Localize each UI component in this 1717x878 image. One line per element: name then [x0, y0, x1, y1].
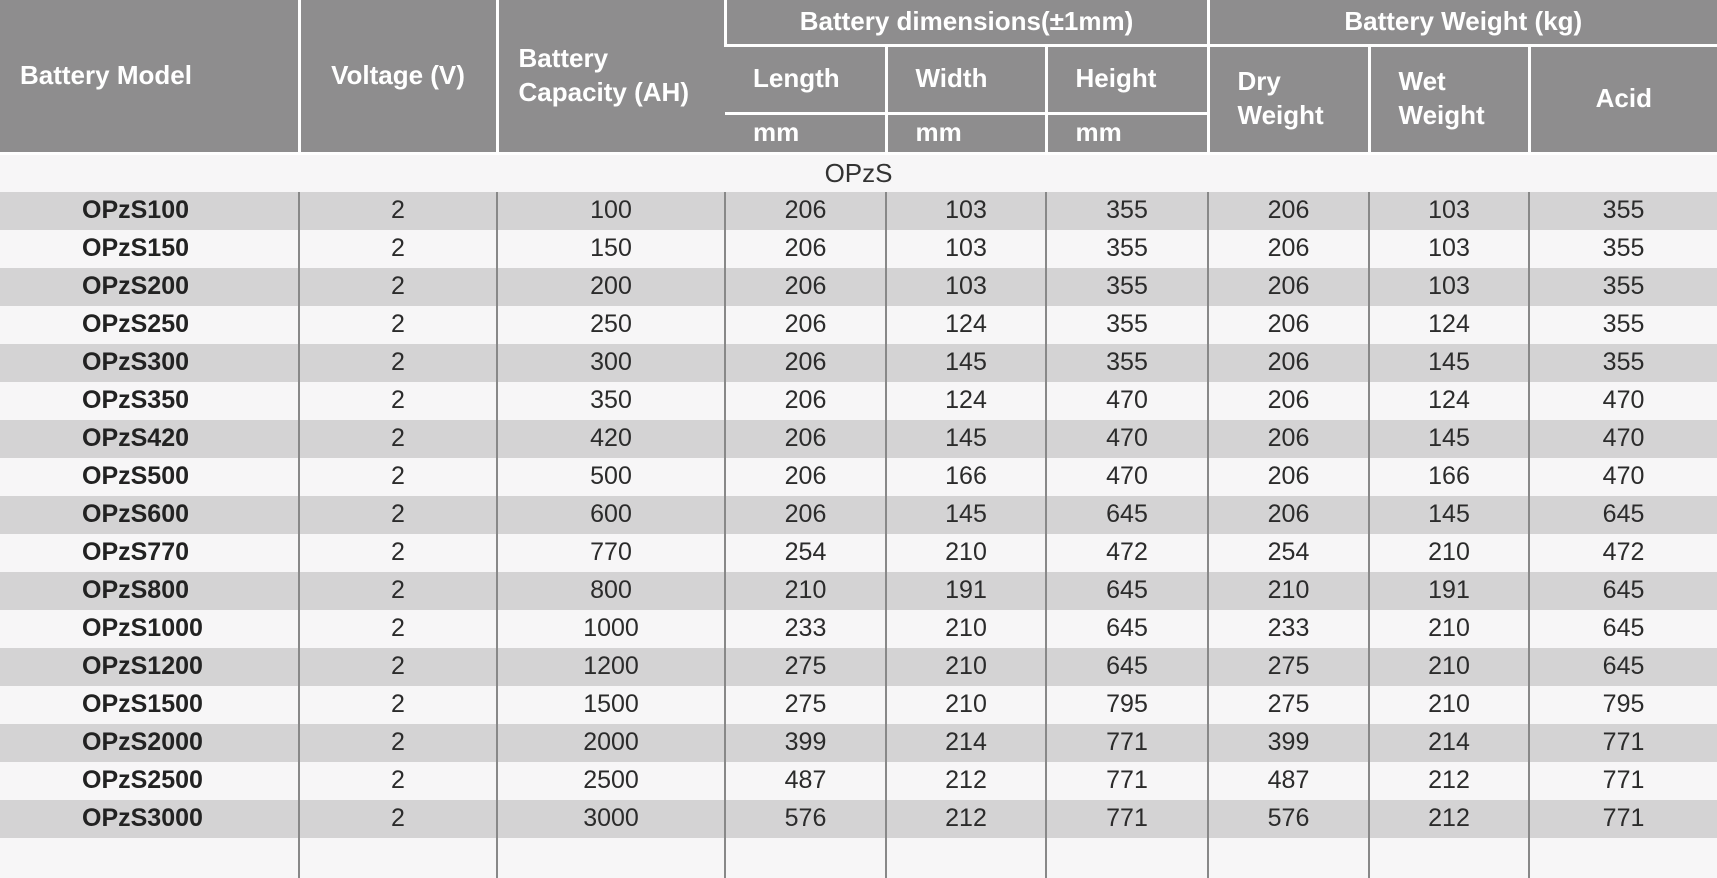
cell-height: 355 [1046, 268, 1208, 306]
header-dry-line1: Dry [1237, 66, 1281, 97]
cell-voltage: 2 [299, 610, 497, 648]
table-row [0, 724, 1717, 762]
cell-model: OPzS770 [0, 534, 299, 572]
cell-voltage: 2 [299, 762, 497, 800]
cell-dry: 206 [1208, 192, 1369, 230]
cell-length: 576 [725, 800, 886, 838]
cell-capacity: 3000 [497, 800, 725, 838]
cell-height: 771 [1046, 762, 1208, 800]
cell-wet: 145 [1369, 344, 1529, 382]
header-dimensions-group: Battery dimensions(±1mm) [725, 0, 1208, 45]
cell-length: 275 [725, 686, 886, 724]
cell-voltage: 2 [299, 800, 497, 838]
cell-acid: 795 [1529, 686, 1717, 724]
cell-acid: 645 [1529, 572, 1717, 610]
cell-capacity: 1500 [497, 686, 725, 724]
header-width-unit: mm [886, 113, 1046, 153]
cell-acid: 645 [1529, 648, 1717, 686]
cell-length: 206 [725, 382, 886, 420]
table-header [0, 0, 1717, 153]
table-row [0, 382, 1717, 420]
table-row [0, 648, 1717, 686]
cell-model: OPzS2500 [0, 762, 299, 800]
cell-dry: 275 [1208, 648, 1369, 686]
cell-width: 191 [886, 572, 1046, 610]
blank-row [0, 838, 1717, 878]
cell-length: 206 [725, 306, 886, 344]
cell-dry: 399 [1208, 724, 1369, 762]
header-capacity-line2: Capacity (AH) [518, 76, 689, 107]
cell-capacity: 500 [497, 458, 725, 496]
header-width: Width [886, 45, 1046, 113]
cell-model: OPzS250 [0, 306, 299, 344]
cell-height: 470 [1046, 458, 1208, 496]
cell-voltage: 2 [299, 192, 497, 230]
cell-height: 355 [1046, 192, 1208, 230]
group-label: OPzS [0, 153, 1717, 192]
cell-height: 645 [1046, 610, 1208, 648]
cell-width: 210 [886, 534, 1046, 572]
cell-width: 103 [886, 192, 1046, 230]
table-row [0, 534, 1717, 572]
header-acid: Acid [1529, 45, 1717, 153]
cell-model: OPzS200 [0, 268, 299, 306]
cell-height: 645 [1046, 496, 1208, 534]
cell-wet: 210 [1369, 686, 1529, 724]
cell-capacity: 350 [497, 382, 725, 420]
cell-voltage: 2 [299, 382, 497, 420]
cell-acid: 355 [1529, 230, 1717, 268]
cell-dry: 206 [1208, 268, 1369, 306]
cell-width: 212 [886, 800, 1046, 838]
header-capacity [497, 0, 725, 153]
cell-capacity: 200 [497, 268, 725, 306]
cell-length: 206 [725, 344, 886, 382]
header-height: Height [1046, 45, 1208, 113]
cell-height: 795 [1046, 686, 1208, 724]
table-row [0, 268, 1717, 306]
cell-acid: 472 [1529, 534, 1717, 572]
cell-height: 355 [1046, 230, 1208, 268]
cell-height: 470 [1046, 420, 1208, 458]
cell-capacity: 420 [497, 420, 725, 458]
cell-voltage: 2 [299, 306, 497, 344]
header-dry-weight [1208, 45, 1369, 153]
cell-width: 166 [886, 458, 1046, 496]
cell-length: 206 [725, 496, 886, 534]
cell-model: OPzS1200 [0, 648, 299, 686]
cell-length: 275 [725, 648, 886, 686]
cell-dry: 206 [1208, 306, 1369, 344]
cell-height: 645 [1046, 572, 1208, 610]
cell-width: 210 [886, 686, 1046, 724]
header-battery-model: Battery Model [0, 0, 299, 153]
cell-capacity: 2000 [497, 724, 725, 762]
cell-model: OPzS3000 [0, 800, 299, 838]
cell-voltage: 2 [299, 572, 497, 610]
table-row [0, 762, 1717, 800]
cell-wet: 103 [1369, 192, 1529, 230]
cell-model: OPzS500 [0, 458, 299, 496]
cell-wet: 145 [1369, 496, 1529, 534]
cell-model: OPzS600 [0, 496, 299, 534]
table-footer [0, 838, 1717, 878]
cell-capacity: 250 [497, 306, 725, 344]
header-voltage: Voltage (V) [299, 0, 497, 153]
header-wet-line2: Weight [1398, 100, 1485, 130]
cell-width: 212 [886, 762, 1046, 800]
cell-length: 206 [725, 230, 886, 268]
cell-width: 210 [886, 610, 1046, 648]
cell-model: OPzS1000 [0, 610, 299, 648]
cell-model: OPzS100 [0, 192, 299, 230]
cell-model: OPzS350 [0, 382, 299, 420]
cell-acid: 470 [1529, 382, 1717, 420]
cell-dry: 206 [1208, 230, 1369, 268]
table-row [0, 800, 1717, 838]
cell-dry: 206 [1208, 344, 1369, 382]
cell-height: 470 [1046, 382, 1208, 420]
cell-height: 472 [1046, 534, 1208, 572]
cell-acid: 355 [1529, 192, 1717, 230]
header-weight-group: Battery Weight (kg) [1208, 0, 1717, 45]
cell-model: OPzS2000 [0, 724, 299, 762]
cell-width: 103 [886, 230, 1046, 268]
cell-wet: 191 [1369, 572, 1529, 610]
cell-voltage: 2 [299, 230, 497, 268]
cell-voltage: 2 [299, 268, 497, 306]
cell-dry: 210 [1208, 572, 1369, 610]
table-row [0, 686, 1717, 724]
cell-wet: 212 [1369, 762, 1529, 800]
cell-capacity: 300 [497, 344, 725, 382]
cell-dry: 206 [1208, 458, 1369, 496]
cell-width: 145 [886, 496, 1046, 534]
cell-capacity: 600 [497, 496, 725, 534]
table-row [0, 496, 1717, 534]
cell-dry: 206 [1208, 420, 1369, 458]
cell-length: 399 [725, 724, 886, 762]
cell-dry: 233 [1208, 610, 1369, 648]
cell-length: 206 [725, 458, 886, 496]
cell-dry: 206 [1208, 496, 1369, 534]
cell-height: 771 [1046, 724, 1208, 762]
cell-dry: 254 [1208, 534, 1369, 572]
cell-wet: 103 [1369, 268, 1529, 306]
cell-length: 206 [725, 192, 886, 230]
cell-width: 145 [886, 344, 1046, 382]
cell-dry: 206 [1208, 382, 1369, 420]
table-row [0, 230, 1717, 268]
cell-capacity: 2500 [497, 762, 725, 800]
header-dry-line2: Weight [1237, 100, 1324, 130]
cell-voltage: 2 [299, 648, 497, 686]
cell-model: OPzS1500 [0, 686, 299, 724]
table-row [0, 306, 1717, 344]
cell-width: 103 [886, 268, 1046, 306]
cell-capacity: 1000 [497, 610, 725, 648]
cell-model: OPzS800 [0, 572, 299, 610]
cell-length: 254 [725, 534, 886, 572]
cell-capacity: 800 [497, 572, 725, 610]
cell-voltage: 2 [299, 686, 497, 724]
cell-acid: 771 [1529, 724, 1717, 762]
cell-wet: 210 [1369, 534, 1529, 572]
group-row [0, 153, 1717, 192]
cell-wet: 210 [1369, 610, 1529, 648]
cell-acid: 470 [1529, 420, 1717, 458]
cell-height: 645 [1046, 648, 1208, 686]
cell-width: 124 [886, 382, 1046, 420]
header-length-unit: mm [725, 113, 886, 153]
cell-acid: 470 [1529, 458, 1717, 496]
cell-dry: 487 [1208, 762, 1369, 800]
cell-wet: 145 [1369, 420, 1529, 458]
cell-model: OPzS300 [0, 344, 299, 382]
cell-voltage: 2 [299, 724, 497, 762]
table-row [0, 458, 1717, 496]
header-wet-line1: Wet [1398, 66, 1446, 97]
cell-width: 214 [886, 724, 1046, 762]
table-row [0, 344, 1717, 382]
cell-wet: 214 [1369, 724, 1529, 762]
cell-length: 233 [725, 610, 886, 648]
cell-height: 771 [1046, 800, 1208, 838]
header-length: Length [725, 45, 886, 113]
cell-length: 210 [725, 572, 886, 610]
cell-width: 210 [886, 648, 1046, 686]
cell-model: OPzS420 [0, 420, 299, 458]
cell-length: 487 [725, 762, 886, 800]
cell-wet: 212 [1369, 800, 1529, 838]
table-row [0, 192, 1717, 230]
cell-acid: 355 [1529, 268, 1717, 306]
cell-height: 355 [1046, 344, 1208, 382]
cell-wet: 166 [1369, 458, 1529, 496]
cell-voltage: 2 [299, 344, 497, 382]
cell-acid: 771 [1529, 800, 1717, 838]
cell-acid: 645 [1529, 496, 1717, 534]
table-body [0, 192, 1717, 838]
cell-voltage: 2 [299, 534, 497, 572]
cell-capacity: 770 [497, 534, 725, 572]
cell-capacity: 100 [497, 192, 725, 230]
cell-wet: 103 [1369, 230, 1529, 268]
cell-voltage: 2 [299, 420, 497, 458]
header-capacity-line1: Battery [518, 42, 609, 73]
cell-wet: 210 [1369, 648, 1529, 686]
cell-wet: 124 [1369, 306, 1529, 344]
cell-length: 206 [725, 420, 886, 458]
cell-model: OPzS150 [0, 230, 299, 268]
cell-acid: 355 [1529, 306, 1717, 344]
cell-acid: 771 [1529, 762, 1717, 800]
table-row [0, 572, 1717, 610]
table-row [0, 420, 1717, 458]
cell-width: 124 [886, 306, 1046, 344]
cell-capacity: 1200 [497, 648, 725, 686]
cell-dry: 275 [1208, 686, 1369, 724]
header-wet-weight [1369, 45, 1529, 153]
cell-acid: 645 [1529, 610, 1717, 648]
group-section [0, 153, 1717, 192]
table-row [0, 610, 1717, 648]
cell-dry: 576 [1208, 800, 1369, 838]
cell-voltage: 2 [299, 458, 497, 496]
header-height-unit: mm [1046, 113, 1208, 153]
cell-length: 206 [725, 268, 886, 306]
cell-height: 355 [1046, 306, 1208, 344]
cell-width: 145 [886, 420, 1046, 458]
cell-capacity: 150 [497, 230, 725, 268]
cell-voltage: 2 [299, 496, 497, 534]
cell-wet: 124 [1369, 382, 1529, 420]
cell-acid: 355 [1529, 344, 1717, 382]
